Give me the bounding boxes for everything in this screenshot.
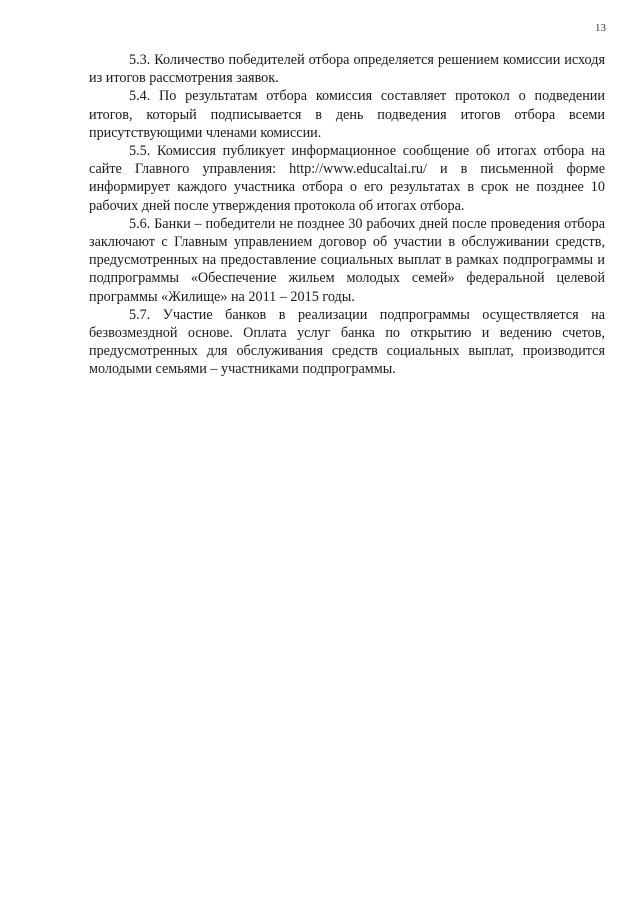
paragraph-5-4: 5.4. По результатам отбора комиссия составляет протокол о подведении итогов, который подписывается в день подведения итогов отбора всеми присутствующими членами комиссии. bbox=[89, 88, 605, 141]
paragraph-5-7: 5.7. Участие банков в реализации подпрограммы осуществляется на безвозмездной основе. Оплата услуг банка по открытию и ведению счетов, предусмотренных для обслуживания средств социальных выплат, производится молодыми семьями – участниками подпрограммы. bbox=[89, 306, 605, 378]
paragraph-5-5: 5.5. Комиссия публикует информационное сообщение об итогах отбора на сайте Главного управления: http://www.educaltai.ru/ и в письменной форме информирует каждого участника отбора о его результатах в срок не позднее 10 рабочих дней после утверждения протокола об итогах отбора. bbox=[89, 143, 605, 214]
page-number: 13 bbox=[595, 22, 606, 34]
document-body bbox=[89, 51, 605, 379]
paragraph-5-6: 5.6. Банки – победители не позднее 30 рабочих дней после проведения отбора заключают с Главным управлением договор об участии в обслуживании средств, предусмотренных на предоставление социальных выплат в рамках подпрограммы и подпрограммы «Обеспечение жильем молодых семей» федеральной целевой программы «Жилище» на 2011 – 2015 годы. bbox=[89, 215, 605, 305]
paragraph-5-3: 5.3. Количество победителей отбора определяется решением комиссии исходя из итогов рассмотрения заявок. bbox=[89, 52, 605, 87]
